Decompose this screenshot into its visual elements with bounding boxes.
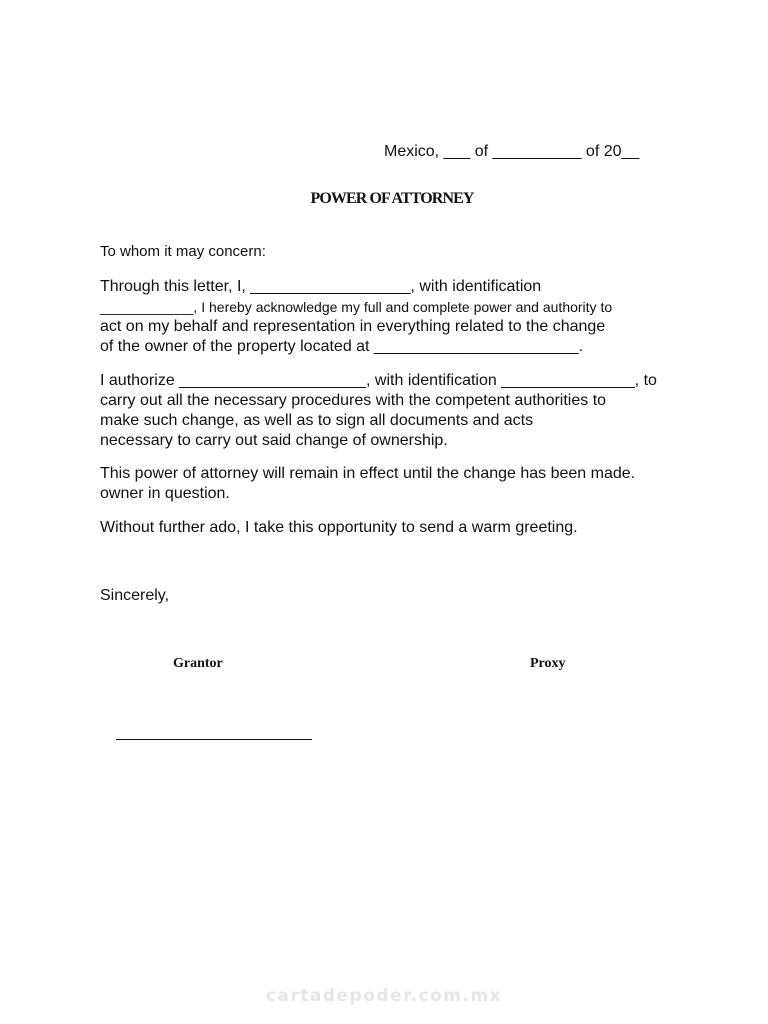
paragraph-line: owner in question. bbox=[100, 485, 230, 502]
paragraph-line: Without further ado, I take this opportunity to send a warm greeting. bbox=[100, 519, 578, 536]
salutation: To whom it may concern: bbox=[100, 243, 266, 260]
paragraph-line: make such change, as well as to sign all documents and acts bbox=[100, 412, 534, 429]
paragraph-grant-authority bbox=[100, 277, 612, 357]
paragraph-line: of the owner of the property located at _______________________. bbox=[100, 338, 584, 355]
paragraph-line: Through this letter, I, __________________, with identification bbox=[100, 278, 542, 295]
paragraph-line: act on my behalf and representation in everything related to the change bbox=[100, 318, 606, 335]
closing: Sincerely, bbox=[100, 587, 170, 604]
paragraph-line: carry out all the necessary procedures with the competent authorities to bbox=[100, 392, 607, 409]
paragraph-line: necessary to carry out said change of ownership. bbox=[100, 432, 448, 449]
grantor-label: Grantor bbox=[173, 656, 223, 671]
paragraph-greeting bbox=[100, 518, 578, 538]
proxy-label: Proxy bbox=[530, 656, 566, 671]
paragraph-line: This power of attorney will remain in effect until the change has been made. bbox=[100, 465, 636, 482]
grantor-signature-line bbox=[116, 739, 312, 740]
document-title: POWER OF ATTORNEY bbox=[310, 190, 474, 207]
watermark: cartadepoder.com.mx bbox=[265, 986, 503, 1006]
paragraph-authorize-proxy bbox=[100, 371, 657, 451]
paragraph-line: ____________, I hereby acknowledge my full and complete power and authority to bbox=[100, 299, 613, 315]
paragraph-line: I authorize _____________________, with identification _______________, to bbox=[100, 372, 657, 389]
paragraph-validity bbox=[100, 464, 635, 504]
date-line: Mexico, ___ of __________ of 20__ bbox=[384, 143, 640, 160]
